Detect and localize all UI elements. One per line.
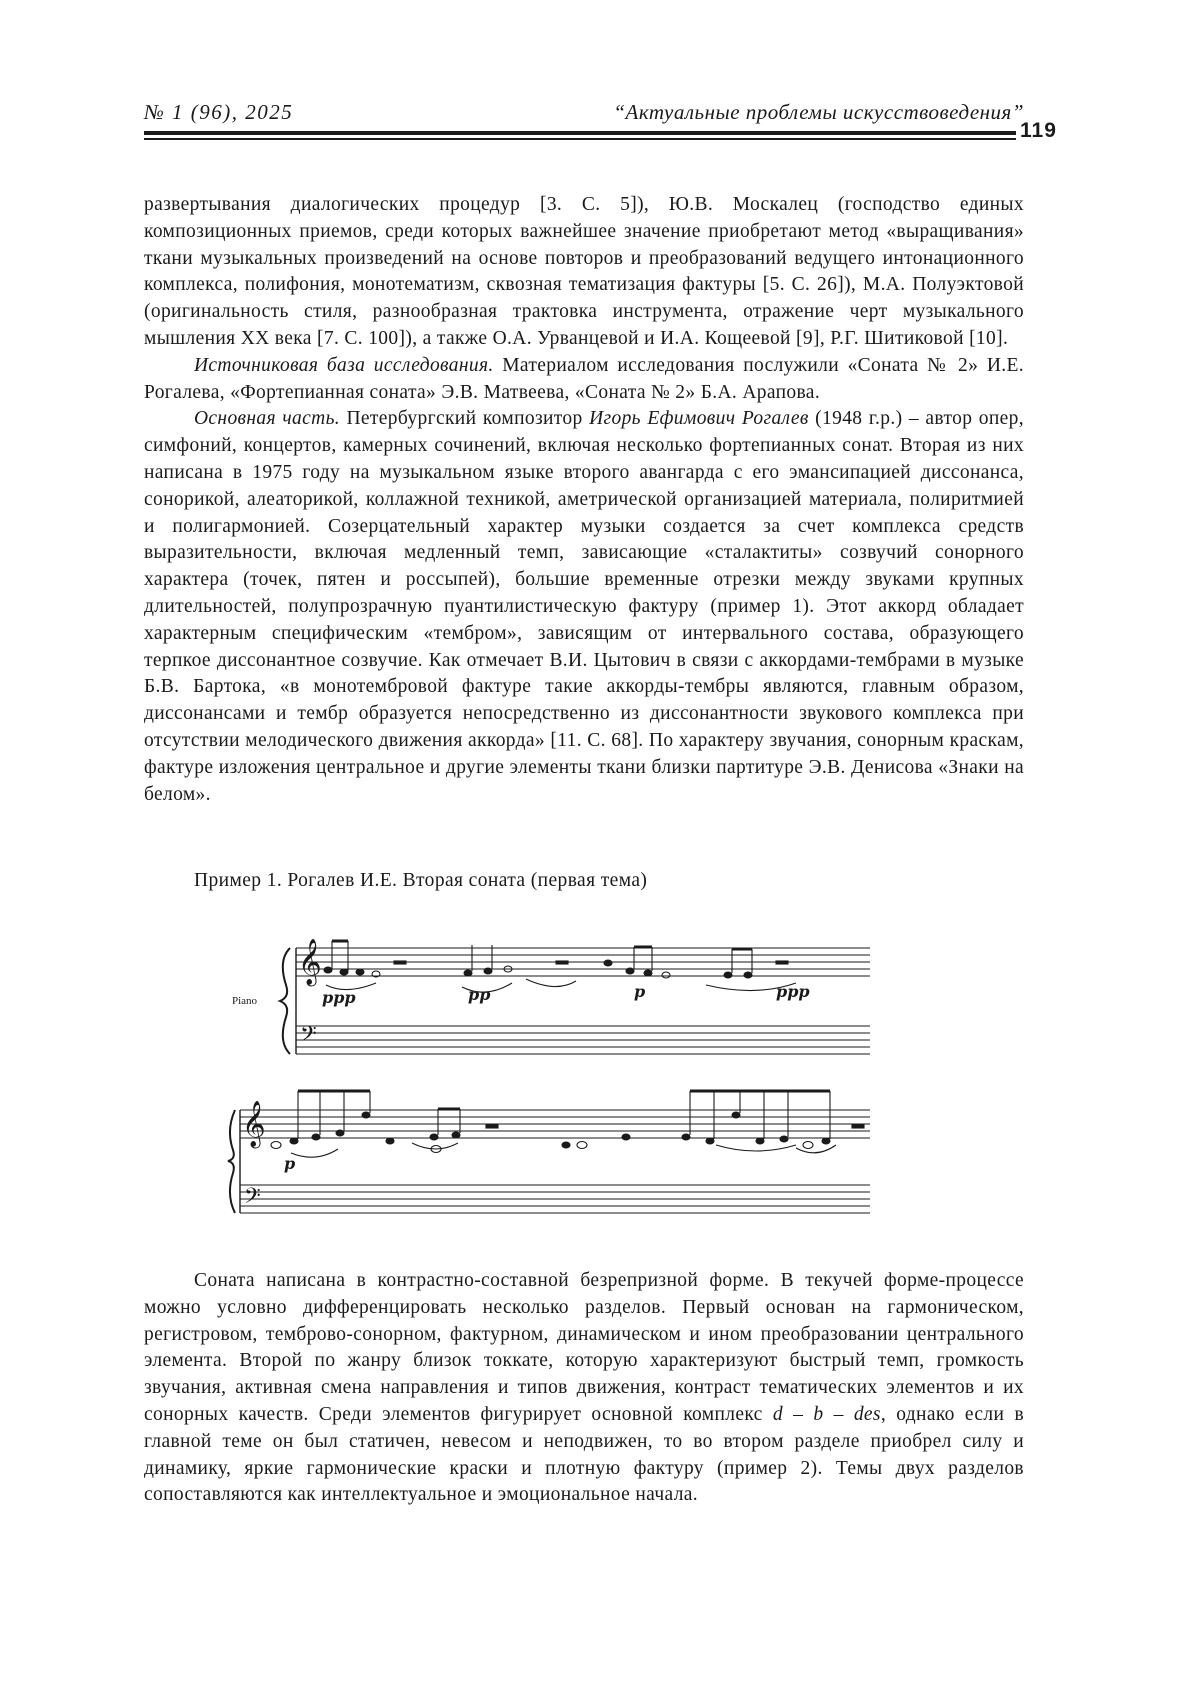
bass-clef-icon: 𝄢 (244, 1184, 261, 1214)
dynamic-mark: ppp (776, 982, 810, 1001)
header-rule-thin (144, 138, 1016, 140)
body-text-lower (144, 1268, 1024, 1509)
treble-clef-icon: 𝄞 (298, 939, 322, 987)
main-text-a: Петербургский композитор (340, 408, 589, 429)
issue-number: № 1 (96), 2025 (144, 100, 293, 125)
composer-name: Игорь Ефимович Рогалев (589, 408, 809, 429)
form-text-a: Соната написана в контрастно-составной безрепризной форме. В текучей форме-процессе можно условно дифференцировать несколько разделов. Первый основан на гармоническом, регистровом, темброво-сонорном, фактурном, динамическом и ином преобразовании центрального элемента. Второй по жанру близок токкате, которую характеризуют быстрый темп, громкость звучания, активная смена направления и типов движения, контраст тематических элементов и их сонорных качеств. Среди элементов фигурирует основной комплекс (144, 1270, 1024, 1425)
note-complex: d – b – des (773, 1404, 881, 1425)
score-figure (236, 905, 970, 1235)
dynamic-mark: p (634, 982, 645, 1001)
score-svg (236, 905, 970, 1235)
body-text-upper (144, 192, 1024, 808)
section-lead-main: Основная часть. (194, 408, 340, 429)
form-text-b: , однако если в главной теме он был статичен, невесом и неподвижен, то во втором разделе приобрел силу и динамику, яркие гармонические краски и плотную фактуру (пример 2). Темы двух разделов сопоставляются как интеллектуальное и эмоциональное начала. (144, 1404, 1024, 1505)
journal-title: “Актуальные проблемы искусствоведения” (613, 100, 1024, 125)
treble-clef-icon: 𝄞 (242, 1101, 266, 1149)
paragraph-form (144, 1268, 1024, 1509)
brace-1 (280, 948, 290, 1054)
paragraph-main-part (144, 406, 1024, 808)
section-lead-sources: Источниковая база исследования. (194, 355, 494, 376)
paragraph-continuation: развертывания диалогических процедур [3. С. 5]), Ю.В. Москалец (господство единых композиционных приемов, среди которых важнейшее значение приобретают метод «выращивания» ткани музыкальных произведений на основе повторов и преобразований ведущего интонационного комплекса, полифония, монотематизм, сквозная тематизация фактуры [5. С. 26]), М.А. Полуэктовой (оригинальность стиля, разнообразная трактовка инструмента, отражение черт музыкального мышления XX века [7. С. 100]), а также О.А. Урванцевой и И.А. Кощеевой [9], Р.Г. Шитиковой [10]. (144, 192, 1024, 353)
staff-bass-2 (240, 1185, 870, 1213)
header-rule-thick (144, 131, 1016, 135)
staff-treble-2 (240, 1110, 870, 1138)
instrument-label: Piano (232, 995, 258, 1007)
page-number: 119 (1020, 119, 1057, 143)
bass-clef-icon: 𝄢 (300, 1022, 317, 1052)
example-caption: Пример 1. Рогалев И.Е. Вторая соната (первая тема) (194, 870, 647, 892)
dynamic-mark: pp (468, 985, 490, 1004)
running-header (144, 100, 1024, 130)
brace-2 (228, 1110, 235, 1213)
sources-text: Материалом исследования послужили «Соната № 2» И.Е. Рогалева, «Фортепианная соната» Э.В. Матвеева, «Соната № 2» Б.А. Арапова. (144, 355, 1024, 403)
staff-bass-1 (296, 1026, 870, 1054)
dynamic-mark: ppp (322, 988, 356, 1007)
dynamic-mark: p (284, 1154, 295, 1173)
notes-system-2 (271, 1091, 864, 1153)
main-text-b: (1948 г.р.) – автор опер, симфоний, концертов, камерных сочинений, включая несколько фортепианных сонат. Вторая из них написана в 1975 году на музыкальном языке второго авангарда с его эмансипацией диссонанса, сонорикой, алеаторикой, коллажной техникой, аметрической организацией материала, полиритмией и полигармонией. Созерцательный характер музыки создается за счет комплекса средств выразительности, включая медленный темп, зависающие «сталактиты» созвучий сонорного характера (точек, пятен и россыпей), большие временные отрезки между звуками крупных длительностей, полупрозрачную пуантилистическую фактуру (пример 1). Этот аккорд обладает характерным специфическим «тембром», зависящим от интервального состава, образующего терпкое диссонантное созвучие. Как отмечает В.И. Цытович в связи с аккордами-тембрами в музыке Б.В. Бартока, «в монотембровой фактуре такие аккорды-тембры являются, главным образом, диссонансами и тембр образуется непосредственно из диссонантности звукового комплекса при отсутствии мелодического движения аккорда» [11. С. 68]. По характеру звучания, сонорным краскам, фактуре изложения центральное и другие элементы ткани близки партитуре Э.В. Денисова «Знаки на белом». (144, 408, 1024, 804)
notes-system-1 (324, 941, 788, 978)
paragraph-sources (144, 353, 1024, 407)
